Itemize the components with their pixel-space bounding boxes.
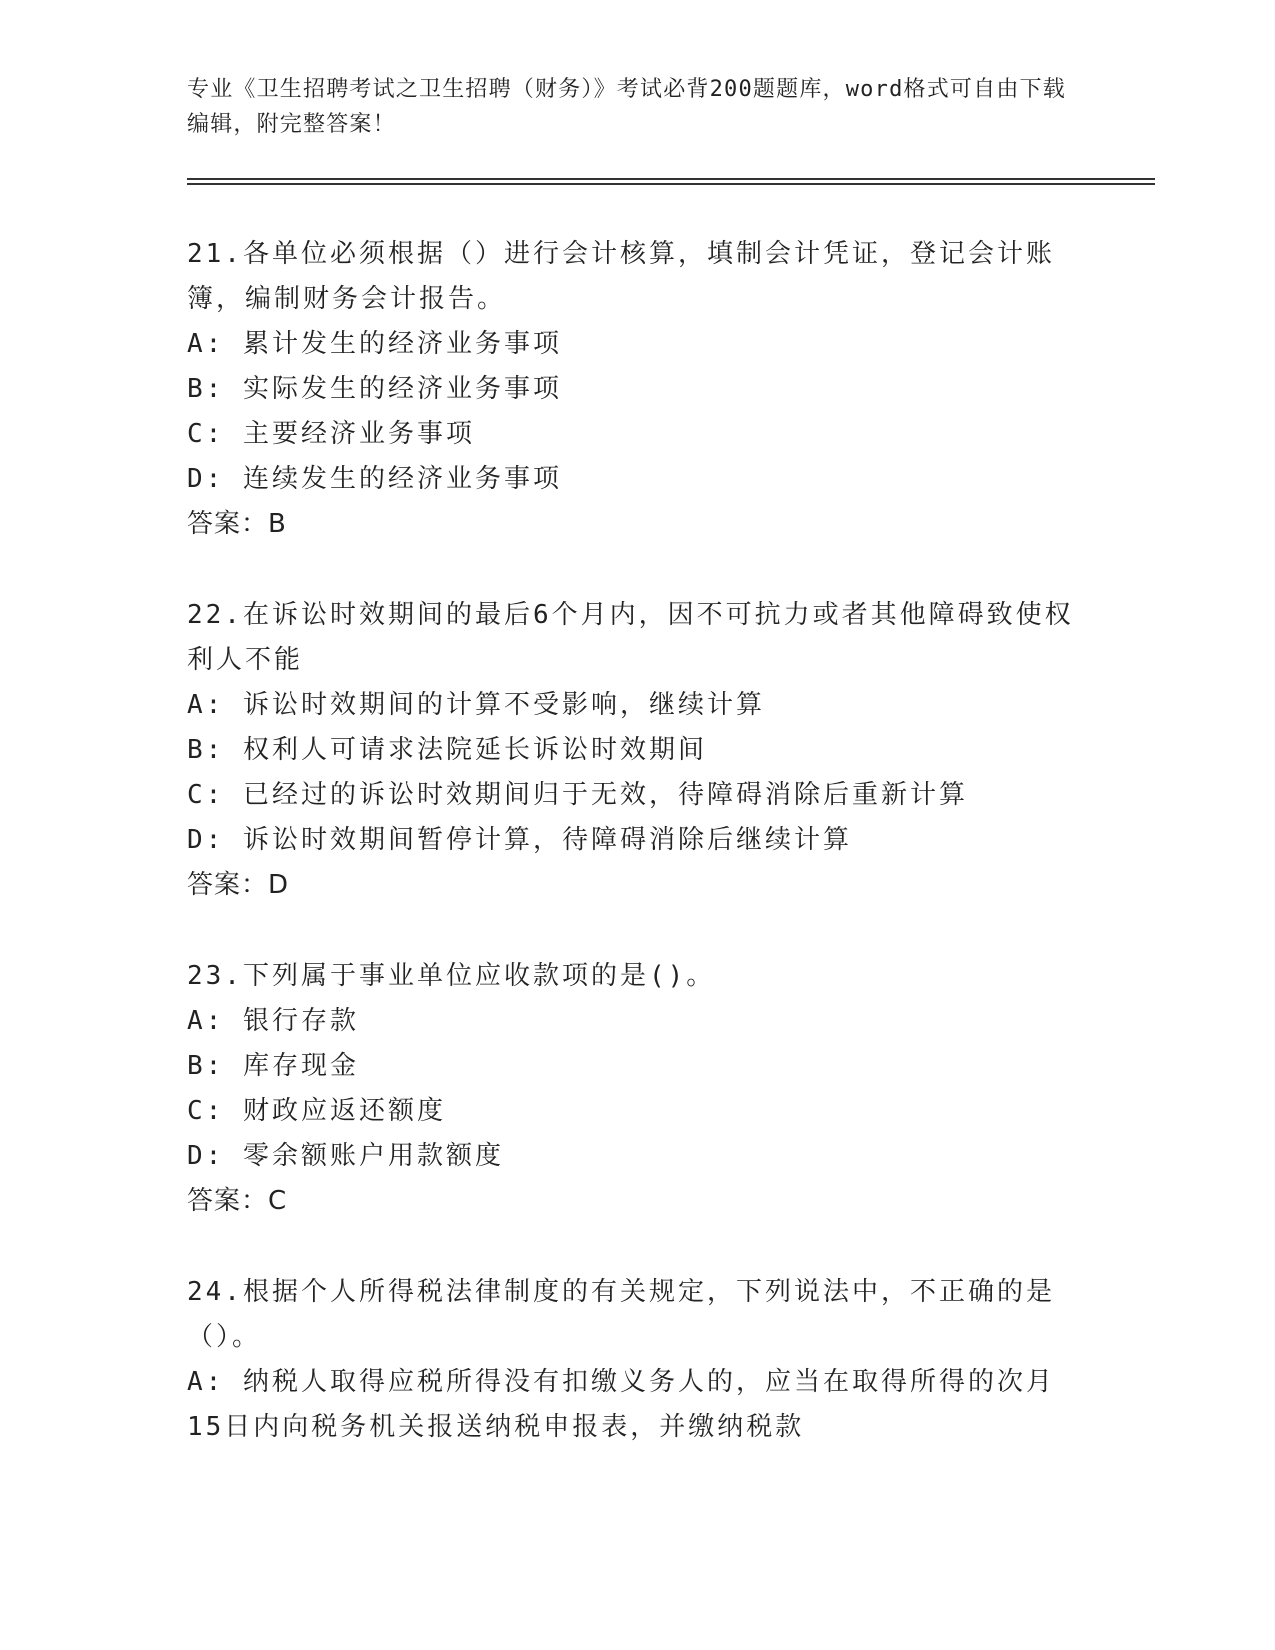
question-22 [187,593,1087,908]
option-b: B: 实际发生的经济业务事项 [187,374,562,404]
header-divider-top [187,178,1155,180]
question-stem: 21.各单位必须根据（）进行会计核算，填制会计凭证，登记会计账簿，编制财务会计报告。 [187,239,1055,314]
answer-line: 答案：C [187,1186,288,1216]
question-24 [187,1270,1087,1450]
option-d: D: 连续发生的经济业务事项 [187,464,562,494]
question-23 [187,954,1087,1224]
header-divider-bottom [187,183,1155,185]
option-a: A: 累计发生的经济业务事项 [187,329,562,359]
option-a: A: 纳税人取得应税所得没有扣缴义务人的，应当在取得所得的次月15日内向税务机关报送纳税申报表，并缴纳税款 [187,1367,1055,1442]
option-a: A: 银行存款 [187,1006,359,1036]
question-list [187,232,1087,1496]
question-stem: 24.根据个人所得税法律制度的有关规定，下列说法中，不正确的是（）。 [187,1277,1055,1352]
question-stem: 23.下列属于事业单位应收款项的是()。 [187,961,716,991]
option-c: C: 已经过的诉讼时效期间归于无效，待障碍消除后重新计算 [187,780,968,810]
option-b: B: 权利人可请求法院延长诉讼时效期间 [187,735,707,765]
question-21 [187,232,1087,547]
option-c: C: 财政应返还额度 [187,1096,446,1126]
question-stem: 22.在诉讼时效期间的最后6个月内，因不可抗力或者其他障碍致使权利人不能 [187,600,1074,675]
answer-line: 答案：B [187,509,287,539]
document-header: 专业《卫生招聘考试之卫生招聘（财务）》考试必背200题题库，word格式可自由下载编辑，附完整答案！ [187,77,1066,137]
option-c: C: 主要经济业务事项 [187,419,475,449]
option-b: B: 库存现金 [187,1051,359,1081]
answer-line: 答案：D [187,870,290,900]
option-d: D: 零余额账户用款额度 [187,1141,504,1171]
option-a: A: 诉讼时效期间的计算不受影响，继续计算 [187,690,765,720]
option-d: D: 诉讼时效期间暂停计算，待障碍消除后继续计算 [187,825,852,855]
